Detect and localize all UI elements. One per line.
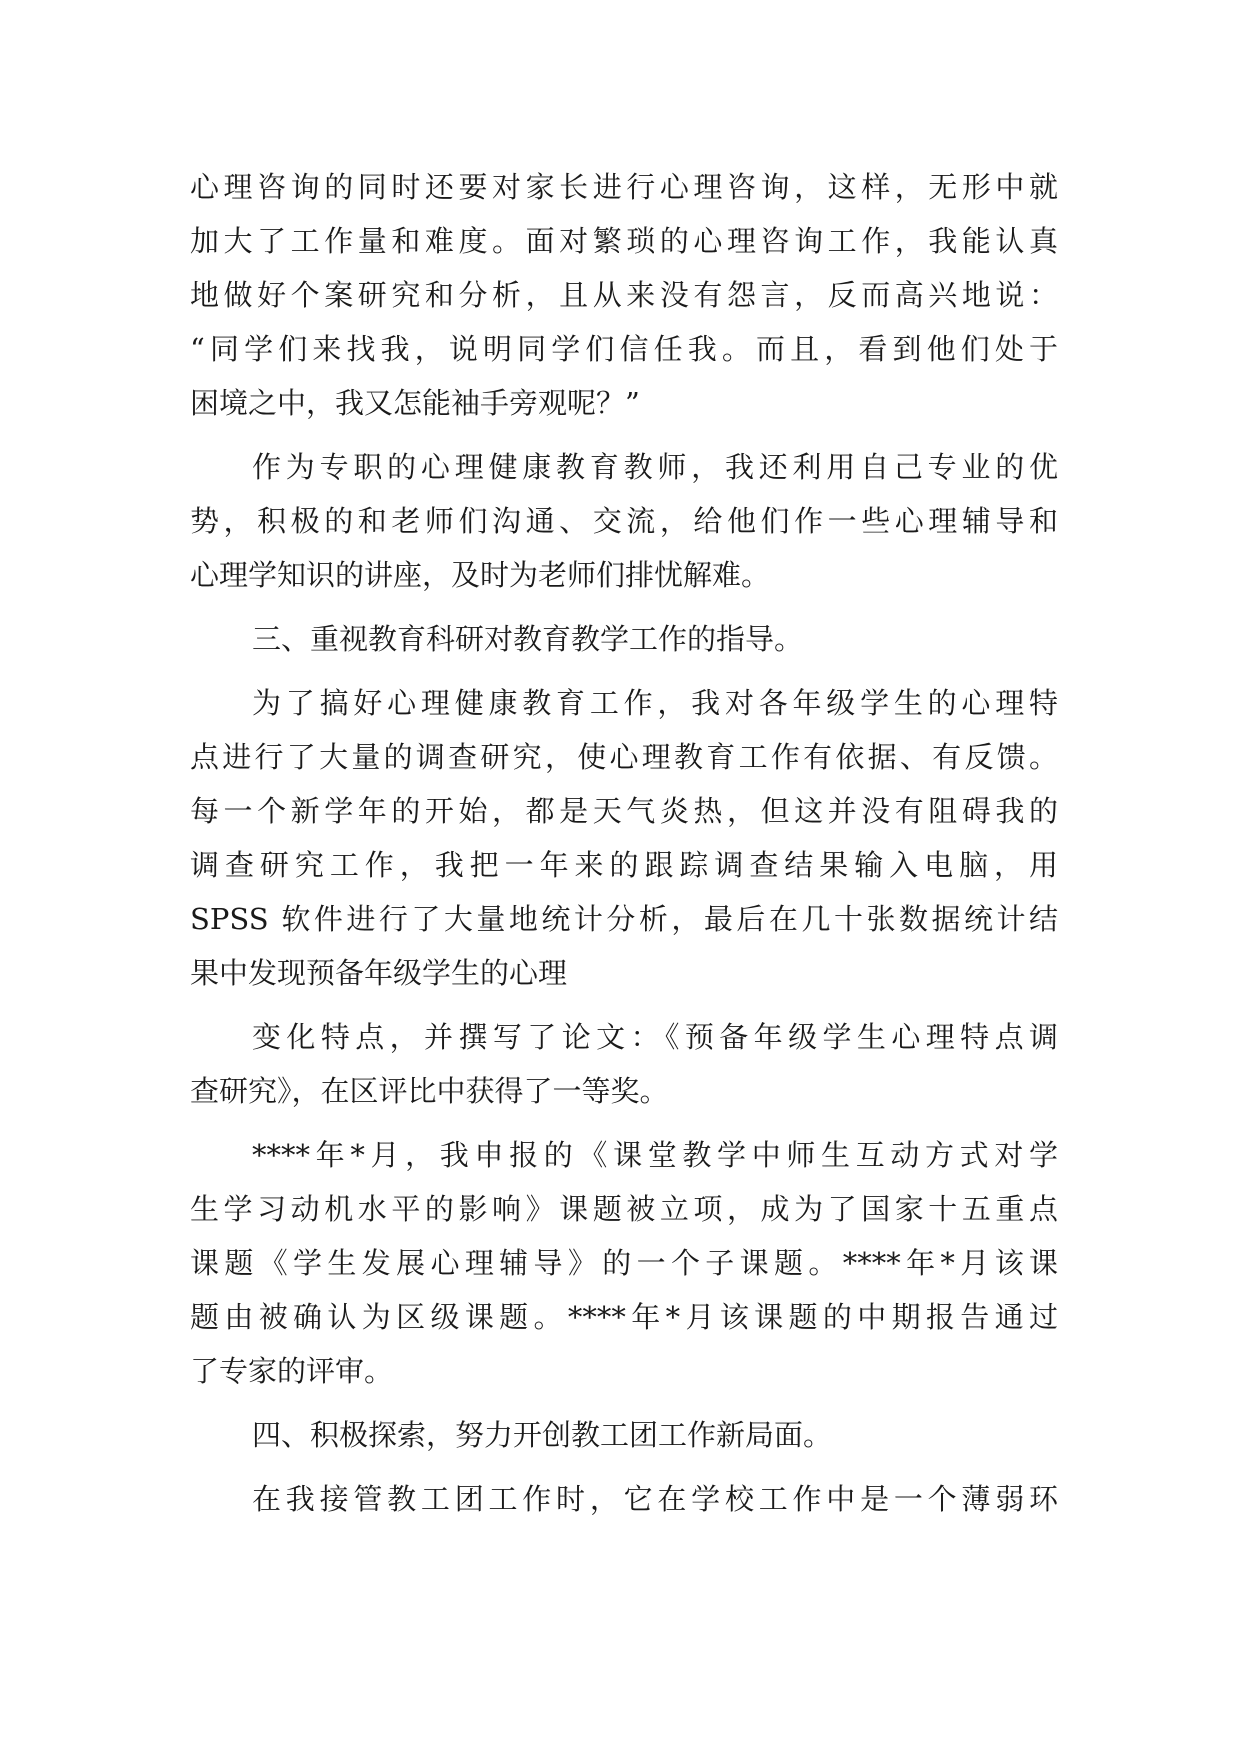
text-line: 心理学知识的讲座，及时为老师们排忧解难。 xyxy=(190,558,771,592)
text-line: 心理咨询的同时还要对家长进行心理咨询，这样，无形中就 xyxy=(190,170,1058,204)
text-line: 困境之中，我又怎能袖手旁观呢？” xyxy=(190,386,640,420)
section-heading: 四、积极探索，努力开创教工团工作新局面。 xyxy=(252,1418,833,1452)
text-line: 题由被确认为区级课题。****年*月该课题的中期报告通过 xyxy=(190,1300,1058,1334)
text-line: ****年*月，我申报的《课堂教学中师生互动方式对学 xyxy=(252,1138,1058,1172)
text-line: 地做好个案研究和分析，且从来没有怨言，反而高兴地说： xyxy=(190,278,1058,312)
text-line: 了专家的评审。 xyxy=(190,1354,394,1388)
text-line: 为了搞好心理健康教育工作，我对各年级学生的心理特 xyxy=(252,686,1058,720)
text-line: 调查研究工作，我把一年来的跟踪调查结果输入电脑，用 xyxy=(190,848,1058,882)
text-line: 点进行了大量的调查研究，使心理教育工作有依据、有反馈。 xyxy=(190,740,1058,774)
body-text xyxy=(190,160,1058,1526)
text-line: 果中发现预备年级学生的心理 xyxy=(190,956,568,990)
text-line: 每一个新学年的开始，都是天气炎热，但这并没有阻碍我的 xyxy=(190,794,1058,828)
text-line: “同学们来找我，说明同学们信任我。而且，看到他们处于 xyxy=(190,332,1058,366)
text-line: 加大了工作量和难度。面对繁琐的心理咨询工作，我能认真 xyxy=(190,224,1058,258)
text-line: 在我接管教工团工作时，它在学校工作中是一个薄弱环 xyxy=(252,1482,1058,1516)
text-line: 课题《学生发展心理辅导》的一个子课题。****年*月该课 xyxy=(190,1246,1058,1280)
text-line: 变化特点，并撰写了论文：《预备年级学生心理特点调 xyxy=(252,1020,1058,1054)
text-line: 作为专职的心理健康教育教师，我还利用自己专业的优 xyxy=(252,450,1058,484)
text-line: SPSS 软件进行了大量地统计分析，最后在几十张数据统计结 xyxy=(190,902,1058,936)
section-heading: 三、重视教育科研对教育教学工作的指导。 xyxy=(252,622,804,656)
text-line: 生学习动机水平的影响》课题被立项，成为了国家十五重点 xyxy=(190,1192,1058,1226)
text-line: 查研究》，在区评比中获得了一等奖。 xyxy=(190,1074,669,1108)
text-line: 势，积极的和老师们沟通、交流，给他们作一些心理辅导和 xyxy=(190,504,1058,538)
